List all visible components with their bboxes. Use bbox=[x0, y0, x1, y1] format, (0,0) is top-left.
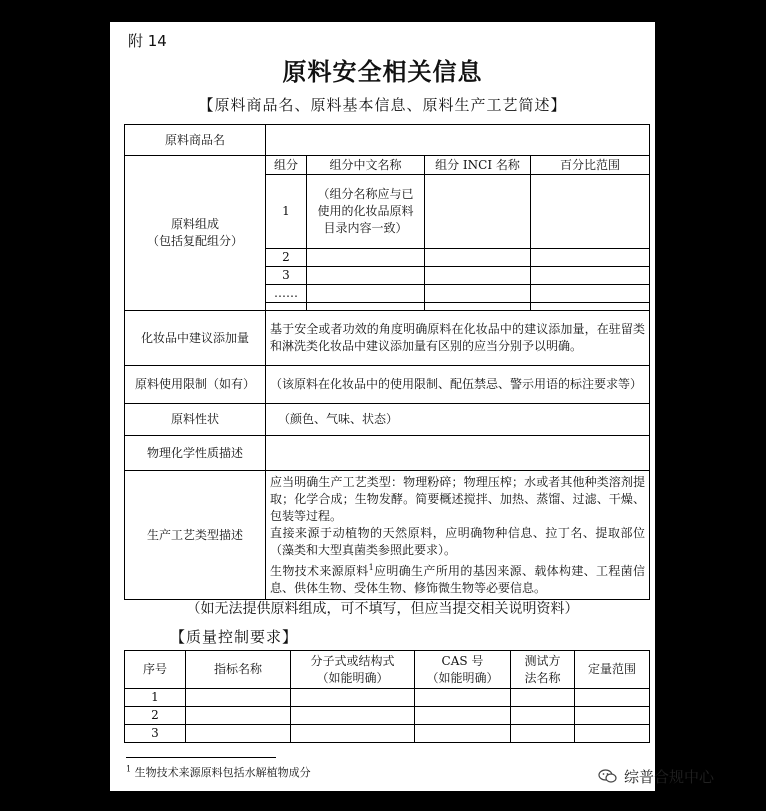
column-header: 组分 INCI 名称 bbox=[425, 156, 531, 175]
empty-cell bbox=[575, 725, 650, 743]
row-number: 1 bbox=[125, 689, 186, 707]
footnote-mark: 1 bbox=[126, 764, 132, 774]
dosage-text: 基于安全或者功效的角度明确原料在化妆品中的建议添加量，在驻留类和淋洗类化妆品中建议添加量有区别的应当分别予以明确。 bbox=[266, 311, 650, 366]
table-row bbox=[125, 311, 650, 366]
column-header: 测试方 法名称 bbox=[511, 651, 575, 689]
process-text: 生物技术来源原料 bbox=[270, 563, 369, 578]
column-header: CAS 号 （如能明确） bbox=[415, 651, 511, 689]
empty-cell bbox=[186, 725, 291, 743]
page-title: 原料安全相关信息 bbox=[282, 58, 483, 86]
component-number: 3 bbox=[266, 267, 307, 285]
column-header: 百分比范围 bbox=[531, 156, 650, 175]
component-inci bbox=[425, 249, 531, 267]
component-inci bbox=[425, 175, 531, 249]
component-number: …… bbox=[266, 285, 307, 303]
empty-cell bbox=[415, 725, 511, 743]
appearance-text: （颜色、气味、状态） bbox=[266, 404, 650, 436]
watermark-text: 综普合规中心 bbox=[624, 767, 715, 786]
empty-cell bbox=[511, 707, 575, 725]
wechat-icon bbox=[598, 769, 618, 783]
empty-cell bbox=[415, 707, 511, 725]
empty-cell bbox=[291, 689, 415, 707]
component-number: 2 bbox=[266, 249, 307, 267]
column-header: 分子式或结构式 （如能明确） bbox=[291, 651, 415, 689]
component-name-hint: （组分名称应与已使用的化妆品原料目录内容一致） bbox=[307, 175, 425, 249]
component-cn-name bbox=[307, 267, 425, 285]
table-row bbox=[125, 707, 650, 725]
appendix-number: 附 14 bbox=[128, 32, 167, 50]
physchem-text bbox=[266, 436, 650, 471]
composition-note: （如无法提供原料组成，可不填写，但应当提交相关说明资料） bbox=[186, 601, 579, 617]
empty-cell bbox=[425, 303, 531, 311]
restriction-label: 原料使用限制（如有） bbox=[125, 366, 266, 404]
watermark bbox=[598, 765, 714, 787]
appearance-label: 原料性状 bbox=[125, 404, 266, 436]
footnote bbox=[126, 764, 311, 780]
empty-cell bbox=[186, 707, 291, 725]
section-subtitle: 【原料商品名、原料基本信息、原料生产工艺简述】 bbox=[198, 96, 567, 114]
qc-table bbox=[124, 650, 650, 743]
row-number: 3 bbox=[125, 725, 186, 743]
component-range bbox=[531, 267, 650, 285]
component-cn-name bbox=[307, 249, 425, 267]
process-description bbox=[266, 471, 650, 600]
empty-cell bbox=[575, 689, 650, 707]
component-range bbox=[531, 249, 650, 267]
footnote-text: 生物技术来源原料包括水解植物成分 bbox=[134, 766, 311, 779]
empty-cell bbox=[575, 707, 650, 725]
process-paragraph bbox=[270, 559, 645, 597]
empty-cell bbox=[531, 303, 650, 311]
empty-cell bbox=[291, 707, 415, 725]
empty-cell bbox=[511, 725, 575, 743]
composition-label: 原料组成 （包括复配组分） bbox=[125, 156, 266, 311]
table-row bbox=[125, 471, 650, 600]
component-range bbox=[531, 175, 650, 249]
table-row bbox=[125, 689, 650, 707]
qc-section-title: 【质量控制要求】 bbox=[170, 628, 299, 646]
component-range bbox=[531, 285, 650, 303]
process-paragraph: 直接来源于动植物的天然原料，应明确物种信息、拉丁名、提取部位（藻类和大型真菌类参照此要求）。 bbox=[270, 525, 645, 557]
trade-name-value bbox=[266, 125, 650, 156]
empty-cell bbox=[291, 725, 415, 743]
dosage-label: 化妆品中建议添加量 bbox=[125, 311, 266, 366]
table-row bbox=[125, 404, 650, 436]
process-text: 应明确生产所用的基因来源、载体构建、工程菌信息、供体生物、受体生物、修饰微生物等必要信息。 bbox=[270, 563, 645, 595]
table-row bbox=[125, 156, 650, 175]
empty-cell bbox=[307, 303, 425, 311]
table-row bbox=[125, 725, 650, 743]
column-header: 组分 bbox=[266, 156, 307, 175]
component-inci bbox=[425, 285, 531, 303]
info-table bbox=[124, 124, 650, 600]
trade-name-label: 原料商品名 bbox=[125, 125, 266, 156]
column-header: 序号 bbox=[125, 651, 186, 689]
physchem-label: 物理化学性质描述 bbox=[125, 436, 266, 471]
empty-cell bbox=[186, 689, 291, 707]
restriction-text: （该原料在化妆品中的使用限制、配伍禁忌、警示用语的标注要求等） bbox=[266, 366, 650, 404]
column-header: 组分中文名称 bbox=[307, 156, 425, 175]
table-row bbox=[125, 651, 650, 689]
table-row bbox=[125, 436, 650, 471]
footnote-divider bbox=[126, 757, 276, 758]
table-row bbox=[125, 366, 650, 404]
component-inci bbox=[425, 267, 531, 285]
document-page bbox=[110, 22, 655, 791]
footnote-reference: 1 bbox=[368, 562, 374, 572]
empty-cell bbox=[511, 689, 575, 707]
empty-cell bbox=[266, 303, 307, 311]
column-header: 指标名称 bbox=[186, 651, 291, 689]
component-cn-name bbox=[307, 285, 425, 303]
row-number: 2 bbox=[125, 707, 186, 725]
process-paragraph: 应当明确生产工艺类型：物理粉碎；物理压榨；水或者其他种类溶剂提取；化学合成；生物发酵。简要概述搅拌、加热、蒸馏、过滤、干燥、包装等过程。 bbox=[270, 474, 645, 523]
process-label: 生产工艺类型描述 bbox=[125, 471, 266, 600]
column-header: 定量范围 bbox=[575, 651, 650, 689]
empty-cell bbox=[415, 689, 511, 707]
table-row bbox=[125, 125, 650, 156]
component-number: 1 bbox=[266, 175, 307, 249]
